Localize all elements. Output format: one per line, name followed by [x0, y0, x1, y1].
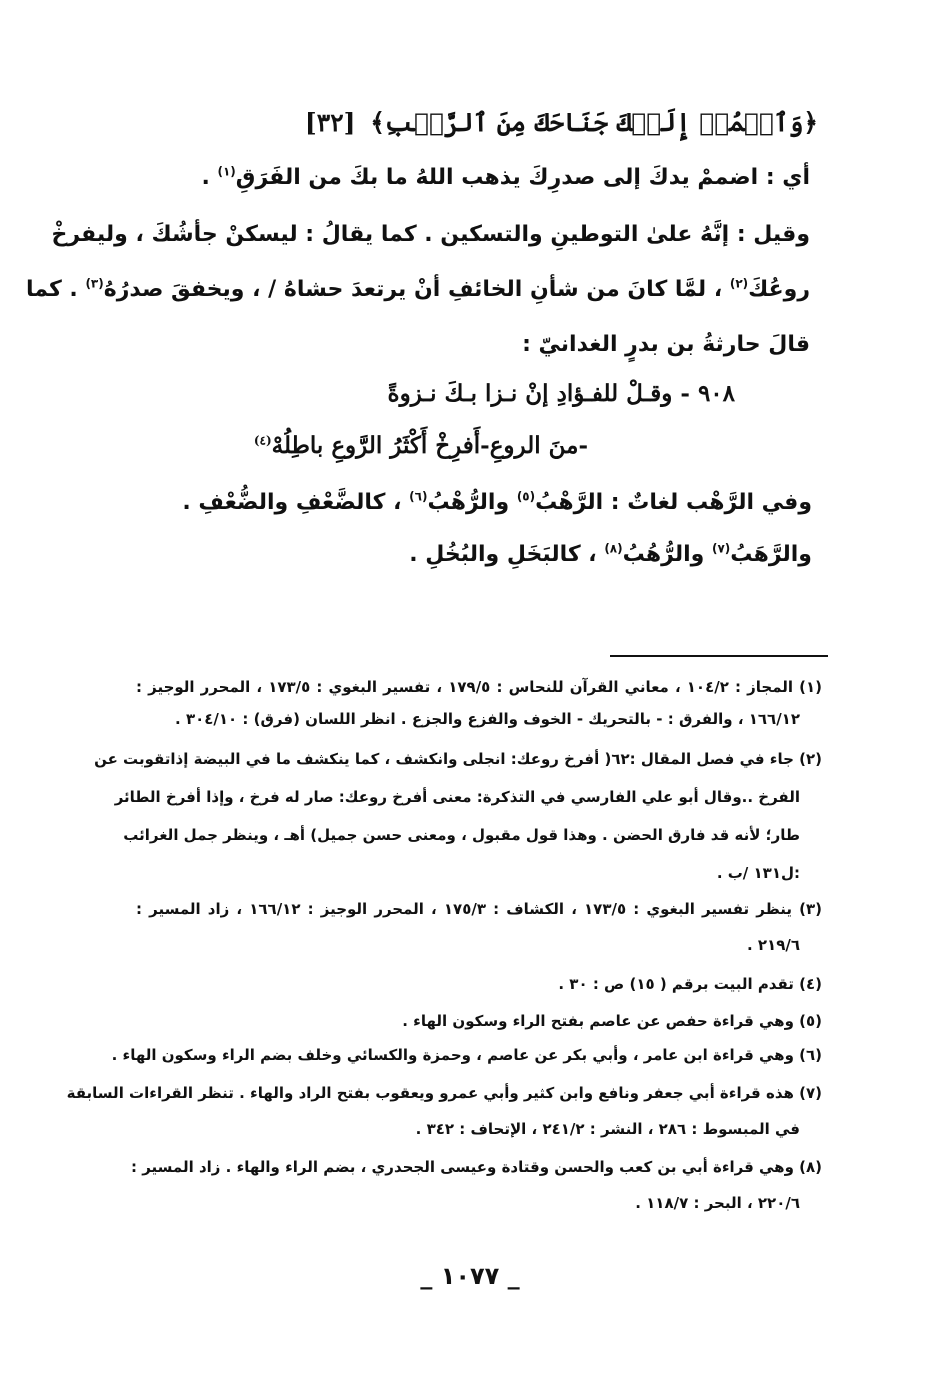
body-text: . — [201, 165, 218, 190]
footnote-marker: (٤) — [253, 433, 272, 448]
body-line-3 — [25, 276, 810, 302]
verse-reference: [٣٢] — [304, 108, 356, 137]
body-line-6 — [409, 542, 812, 567]
footnote-1-line-2: ١٦٦/١٢ ، والفرق : - بالتحريك - الخوف والفزع والجزع . انظر اللسان (فرق) : ٣٠٤/١٠ . — [175, 710, 800, 728]
body-text: . كما — [25, 277, 86, 302]
footnote-2-line-1: (٢) جاء في فصل المقال :٦٢( أفرخ روعك: انجلى وانكشف ، كما ينكشف ما في البيضة إذاتقوبت عن — [94, 750, 822, 768]
body-text: والرَّهَبُ — [730, 542, 812, 567]
verse-text: ﴿وَٱضۡمُمۡ إِلَيۡكَ جَنَاحَكَ مِنَ ٱلرَّهۡبِ﴾ — [370, 108, 818, 137]
footnote-3-line-1: (٣) ينظر تفسير البغوي : ١٧٣/٥ ، الكشاف : ١٧٥/٣ ، المحرر الوجيز : ١٦٦/١٢ ، زاد المسير : — [136, 900, 823, 918]
footnote-marker: (٣) — [85, 276, 104, 291]
page-number: _ ١٠٧٧ _ — [420, 1262, 520, 1290]
body-line-1 — [201, 165, 810, 190]
footnote-2-line-4: :ل١٣١ /ب . — [716, 864, 800, 882]
verse-heading — [305, 108, 818, 137]
body-text: أي : اضممْ يدكَ إلى صدرِكَ يذهب اللهُ ما بكَ من الفَرَقِ — [235, 165, 810, 190]
poem-text: -منَ الروعِ-أَفرِخْ أَكْثَرُ الرَّوعِ باطِلُهْ — [271, 432, 588, 459]
poem-first-hemistich — [388, 380, 735, 407]
poem-number: ٩٠٨ - — [680, 380, 735, 407]
body-line-5 — [182, 490, 812, 515]
footnote-marker: (٥) — [516, 489, 536, 504]
footnote-marker: (١) — [217, 164, 236, 179]
footnote-divider — [610, 655, 828, 657]
footnote-1-line-1: (١) المجاز : ١٠٤/٢ ، معاني القرآن للنحاس : ١٧٩/٥ ، تفسير البغوي : ١٧٣/٥ ، المحرر الوجيز : — [136, 678, 823, 696]
footnote-2-line-3: طار؛ لأنه قد فارق الحضن . وهذا قول مقبول ، ومعنى حسن جميل) أهـ ، وينظر جمل الغرائب — [123, 826, 800, 844]
body-text: وفي الرَّهْب لغاتٌ : الرَّهْبُ — [535, 490, 812, 515]
footnote-8-line-1: (٨) وهي قراءة أبي بن كعب والحسن وقتادة وعيسى الجحدري ، بضم الراء والهاء . زاد المسير : — [130, 1158, 822, 1176]
poem-text: وقـلْ للفـؤادِ إنْ نـزا بـكَ نـزوةً — [387, 380, 673, 407]
footnote-7-line-1: (٧) هذه قراءة أبي جعفر ونافع وابن كثير وأبي عمرو ويعقوب بفتح الراد والهاء . تنظر القراءات السابقة — [66, 1084, 822, 1102]
body-text: والرُّهْبُ — [427, 490, 517, 515]
footnote-8-line-2: ٢٢٠/٦ ، البحر : ١١٨/٧ . — [635, 1194, 800, 1212]
body-text: روعُكَ — [748, 277, 810, 302]
footnote-2-line-2: الفرخ ..وقال أبو علي الفارسي في التذكرة: معنى أفرخ روعك: صار له فرخ ، وإذا أفرخ الطائر — [114, 788, 800, 806]
footnote-marker: (٨) — [604, 541, 623, 556]
body-line-4: قالَ حارثةُ بن بدرٍ الغدانيّ : — [522, 332, 810, 357]
footnote-marker: (٧) — [711, 541, 731, 556]
footnote-6: (٦) وهي قراءة ابن عامر ، وأبي بكر عن عاصم ، وحمزة والكسائي وخلف بضم الراء وسكون الهاء . — [111, 1046, 822, 1064]
body-text: ، كالبَخَلِ والبُخُلِ . — [409, 542, 605, 567]
poem-second-hemistich — [254, 432, 588, 459]
body-text: ، كالضَّعْفِ والضُّعْفِ . — [182, 490, 410, 515]
footnote-5: (٥) وهي قراءة حفص عن عاصم بفتح الراء وسكون الهاء . — [402, 1012, 822, 1030]
footnote-marker: (٢) — [729, 276, 749, 291]
footnote-7-line-2: في المبسوط : ٢٨٦ ، النشر : ٢٤١/٢ ، الإتحاف : ٣٤٢ . — [415, 1120, 800, 1138]
body-line-2: وقيل : إنَّهُ علىٰ التوطينِ والتسكين . كما يقالُ : ليسكنْ جأشُكَ ، وليفرخْ — [51, 222, 810, 247]
footnote-marker: (٦) — [409, 489, 428, 504]
body-text: والرُّهُبُ — [622, 542, 712, 567]
footnote-4: (٤) تقدم البيت برقم ( ١٥) ص : ٣٠ . — [558, 975, 822, 993]
body-text: ، لمَّا كانَ من شأنِ الخائفِ أنْ يرتعدَ حشاهُ / ، ويخفقَ صدرُهُ — [103, 277, 730, 302]
footnote-3-line-2: ٢١٩/٦ . — [746, 936, 800, 954]
